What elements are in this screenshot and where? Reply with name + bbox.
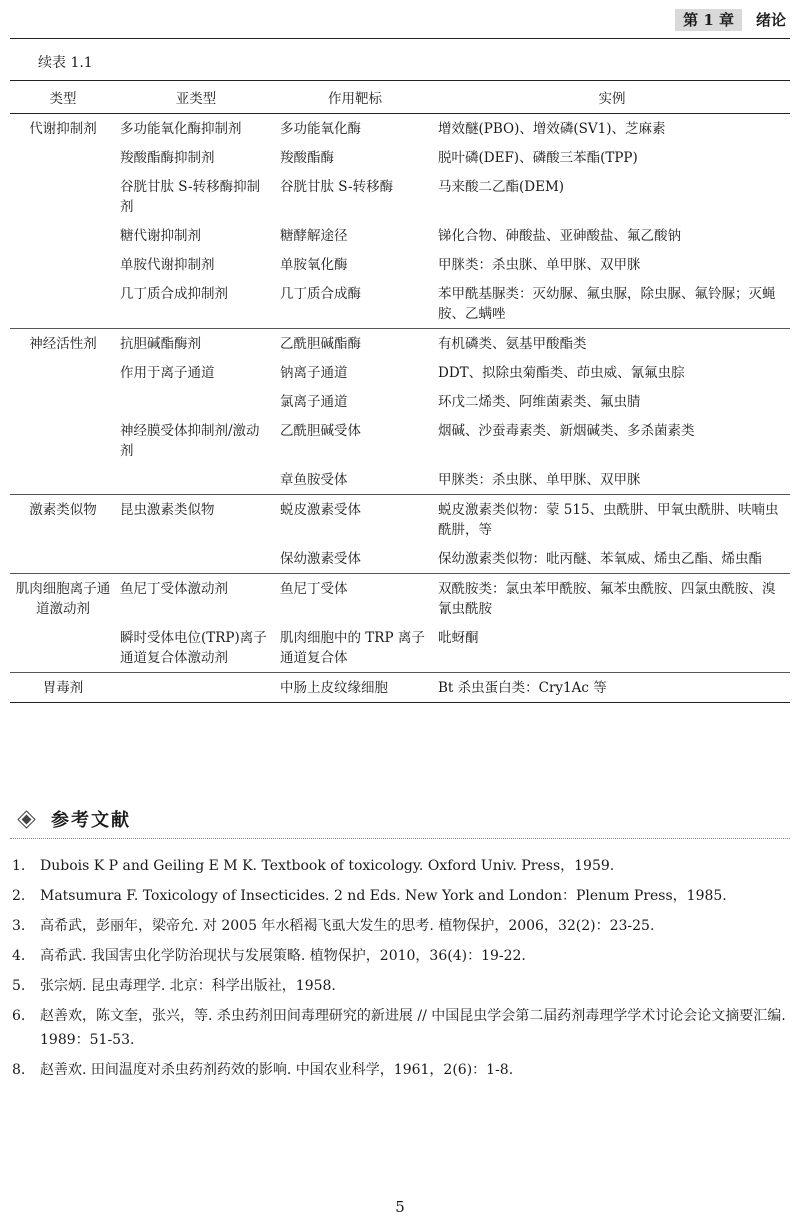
target-cell: 羧酸酯酶	[280, 150, 334, 166]
table-row	[10, 465, 790, 495]
subtype-cell: 作用于离子通道	[120, 365, 215, 381]
reference-item	[12, 1004, 792, 1052]
table-row	[10, 387, 790, 416]
type-cell	[10, 221, 116, 250]
reference-number: 6.	[12, 1008, 26, 1024]
type-cell: 肌肉细胞离子通道激动剂	[15, 581, 111, 617]
target-cell: 鱼尼丁受体	[280, 581, 348, 597]
subtype-cell: 单胺代谢抑制剂	[120, 257, 215, 273]
reference-text: 张宗炳. 昆虫毒理学. 北京：科学出版社，1958.	[40, 978, 336, 994]
type-cell	[10, 358, 116, 387]
subtype-cell	[116, 673, 276, 703]
type-cell	[10, 387, 116, 416]
reference-text: Matsumura F. Toxicology of Insecticides. 2 nd Eds. New York and London：Plenum Press，1985.	[40, 888, 727, 904]
reference-number: 5.	[12, 978, 26, 994]
table-row	[10, 143, 790, 172]
reference-text: 高希武. 我国害虫化学防治现状与发展策略. 植物保护，2010，36(4)：19-22.	[40, 948, 526, 964]
example-cell: 脱叶磷(DEF)、磷酸三苯酯(TPP)	[438, 150, 638, 166]
example-cell: 吡蚜酮	[434, 623, 790, 673]
table-row	[10, 250, 790, 279]
subtype-cell	[116, 544, 276, 574]
example-cell: 环戊二烯类、阿维菌素类、氟虫腈	[438, 394, 641, 410]
column-header: 实例	[434, 81, 790, 114]
target-cell: 中肠上皮纹缘细胞	[276, 673, 434, 703]
reference-text: 高希武，彭丽年，梁帝允. 对 2005 年水稻褐飞虱大发生的思考. 植物保护，2006，32(2)：23-25.	[40, 918, 655, 934]
table-row	[10, 114, 790, 144]
target-cell: 氯离子通道	[280, 394, 348, 410]
subtype-cell: 瞬时受体电位(TRP)离子通道复合体激动剂	[116, 623, 276, 673]
target-cell: 谷胱甘肽 S-转移酶	[280, 179, 394, 195]
type-cell: 胃毒剂	[10, 673, 116, 703]
example-cell: 增效醚(PBO)、增效磷(SV1)、芝麻素	[438, 121, 666, 137]
reference-text: 赵善欢，陈文奎，张兴，等. 杀虫药剂田间毒理研究的新进展 // 中国昆虫学会第二届药剂毒理学学术讨论会论文摘要汇编. 1989：51-53.	[40, 1008, 786, 1048]
reference-number: 8.	[12, 1062, 26, 1078]
target-cell: 钠离子通道	[280, 365, 348, 381]
target-cell: 乙酰胆碱受体	[280, 423, 361, 439]
reference-number: 3.	[12, 918, 26, 934]
type-cell: 神经活性剂	[29, 336, 97, 352]
type-cell	[10, 544, 116, 574]
example-cell: 有机磷类、氨基甲酸酯类	[438, 336, 587, 352]
running-header	[0, 0, 800, 40]
target-cell: 多功能氧化酶	[280, 121, 361, 137]
target-cell: 单胺氧化酶	[280, 257, 348, 273]
example-cell: 马来酸二乙酯(DEM)	[438, 179, 565, 195]
subtype-cell: 鱼尼丁受体激动剂	[120, 581, 228, 597]
subtype-cell	[116, 465, 276, 495]
references-title: 参考文献	[51, 810, 131, 831]
type-cell	[10, 465, 116, 495]
target-cell: 蜕皮激素受体	[280, 502, 361, 518]
column-header: 类型	[10, 81, 116, 114]
table-row	[10, 544, 790, 574]
example-cell: 苯甲酰基脲类：灭幼脲、氟虫脲，除虫脲、氟铃脲；灭蝇胺、乙螨唑	[434, 279, 790, 329]
type-cell	[10, 279, 116, 329]
subtype-cell: 抗胆碱酯酶剂	[120, 336, 201, 352]
table-header-row	[10, 81, 790, 114]
example-cell: 锑化合物、砷酸盐、亚砷酸盐、氟乙酸钠	[438, 228, 681, 244]
example-cell: 保幼激素类似物：吡丙醚、苯氧威、烯虫乙酯、烯虫酯	[434, 544, 790, 574]
table-row	[10, 495, 790, 545]
reference-item	[12, 854, 792, 878]
references-heading	[20, 806, 131, 832]
subtype-cell: 昆虫激素类似物	[120, 502, 215, 518]
table-row	[10, 416, 790, 465]
column-header: 亚类型	[116, 81, 276, 114]
reference-text: 赵善欢. 田间温度对杀虫药剂药效的影响. 中国农业科学，1961，2(6)：1-8.	[40, 1062, 514, 1078]
dotted-divider	[10, 838, 790, 839]
reference-number: 1.	[12, 858, 26, 874]
diamond-bullet-icon	[20, 813, 33, 826]
target-cell: 保幼激素受体	[276, 544, 434, 574]
example-cell: Bt 杀虫蛋白类：Cry1Ac 等	[434, 673, 790, 703]
example-cell: 蜕皮激素类似物：蒙 515、虫酰肼、甲氧虫酰肼、呋喃虫酰肼，等	[438, 502, 779, 538]
target-cell: 章鱼胺受体	[276, 465, 434, 495]
subtype-cell: 神经膜受体抑制剂/激动剂	[120, 423, 260, 459]
insecticide-table	[10, 80, 790, 703]
type-cell: 代谢抑制剂	[29, 121, 97, 137]
type-cell	[10, 416, 116, 465]
type-cell: 激素类似物	[29, 502, 97, 518]
table-row	[10, 279, 790, 329]
table-row	[10, 673, 790, 703]
target-cell: 肌肉细胞中的 TRP 离子通道复合体	[276, 623, 434, 673]
target-cell: 乙酰胆碱酯酶	[280, 336, 361, 352]
type-cell	[10, 172, 116, 221]
table-row	[10, 221, 790, 250]
example-cell: DDT、拟除虫菊酯类、茚虫威、氰氟虫腙	[438, 365, 685, 381]
reference-item	[12, 944, 792, 968]
reference-item	[12, 914, 792, 938]
type-cell	[10, 623, 116, 673]
subtype-cell: 几丁质合成抑制剂	[116, 279, 276, 329]
page-number: 5	[395, 1198, 405, 1216]
subtype-cell: 羧酸酯酶抑制剂	[120, 150, 215, 166]
table-row	[10, 172, 790, 221]
subtype-cell: 糖代谢抑制剂	[120, 228, 201, 244]
subtype-cell: 谷胱甘肽 S-转移酶抑制剂	[120, 179, 261, 215]
reference-item	[12, 1058, 792, 1082]
reference-number: 4.	[12, 948, 26, 964]
reference-item	[12, 884, 792, 908]
reference-text: Dubois K P and Geiling E M K. Textbook of toxicology. Oxford Univ. Press，1959.	[40, 858, 615, 874]
target-cell: 糖酵解途径	[280, 228, 348, 244]
example-cell: 甲脒类：杀虫脒、单甲脒、双甲脒	[434, 465, 790, 495]
reference-item	[12, 974, 792, 998]
chapter-label: 第 1 章	[675, 9, 742, 31]
subtype-cell	[116, 387, 276, 416]
table-row	[10, 358, 790, 387]
target-cell: 几丁质合成酶	[276, 279, 434, 329]
header-rule	[10, 38, 790, 39]
type-cell	[10, 143, 116, 172]
table-row	[10, 574, 790, 624]
example-cell: 甲脒类：杀虫脒、单甲脒、双甲脒	[438, 257, 641, 273]
table-row	[10, 623, 790, 673]
table-row	[10, 329, 790, 359]
example-cell: 双酰胺类：氯虫苯甲酰胺、氟苯虫酰胺、四氯虫酰胺、溴氰虫酰胺	[438, 581, 776, 617]
example-cell: 烟碱、沙蚕毒素类、新烟碱类、多杀菌素类	[438, 423, 695, 439]
table-caption: 续表 1.1	[38, 55, 93, 71]
chapter-title: 绪论	[755, 11, 786, 29]
chapter-heading	[671, 8, 790, 32]
references-list	[12, 854, 792, 1088]
type-cell	[10, 250, 116, 279]
column-header: 作用靶标	[276, 81, 434, 114]
reference-number: 2.	[12, 888, 26, 904]
subtype-cell: 多功能氧化酶抑制剂	[120, 121, 242, 137]
